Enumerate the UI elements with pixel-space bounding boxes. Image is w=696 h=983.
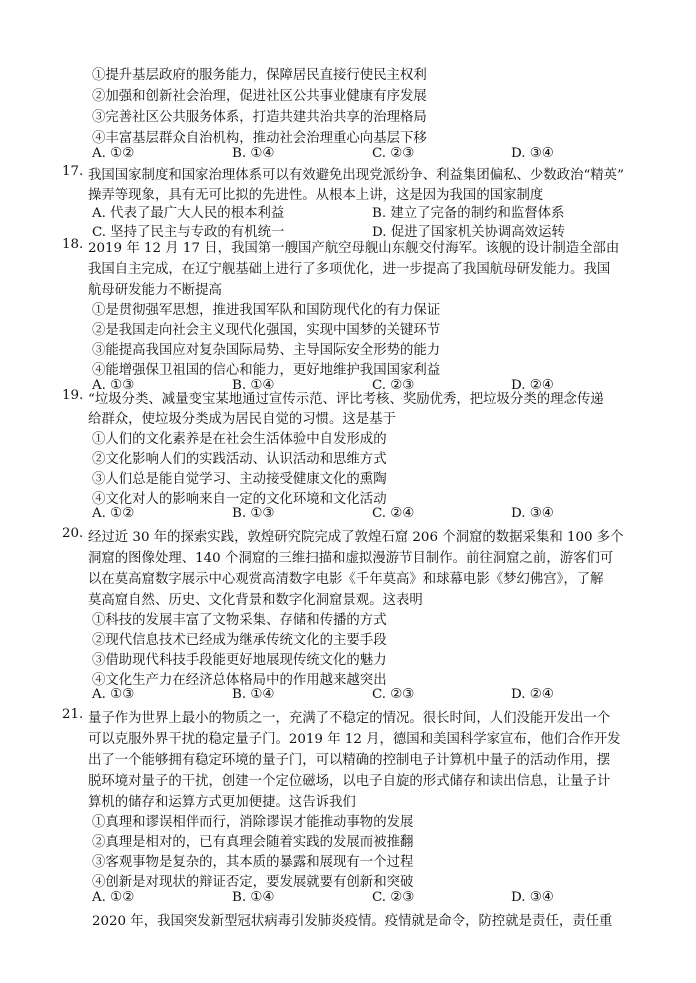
- answer-b: B. ①④: [232, 146, 275, 161]
- stem-line-4: 脱环境对量子的干扰，创建一个定位磁场，以电子自旋的形式储存和读出信息，让量子计: [88, 774, 611, 789]
- option-3: ③人们总是能自觉学习、主动接受健康文化的熏陶: [92, 472, 387, 487]
- option-2: ②文化影响人们的实践活动、认识活动和思维方式: [92, 452, 387, 467]
- question-number: 19.: [62, 388, 84, 403]
- answer-a: A. ①②: [92, 890, 135, 905]
- option-1: ①是贯彻强军思想，推进我国军队和国防现代化的有力保证: [92, 303, 441, 318]
- option-4: ④丰富基层群众自治机构，推动社会治理重心向基层下移: [92, 131, 427, 146]
- stem-line-1: 经过近 30 年的探索实践，敦煌研究院完成了敦煌石窟 206 个洞窟的数据采集和 100 多个: [88, 530, 624, 545]
- answer-c: C. ②③: [372, 146, 415, 161]
- answer-b: B. ①③: [232, 506, 275, 521]
- stem-line-3: 出了一个能够拥有稳定环境的量子门，可以精确的控制电子计算机中量子的活动作用，摆: [88, 753, 611, 768]
- answer-c: C. ②③: [372, 687, 415, 702]
- answer-d: D. ③④: [511, 890, 554, 905]
- answer-c: C. ②③: [372, 378, 415, 393]
- answer-d: D. ③④: [511, 146, 554, 161]
- stem-line-3: 以在莫高窟数字展示中心观赏高清数字电影《千年莫高》和球幕电影《梦幻佛宫》，了解: [88, 572, 604, 587]
- answer-a: A. ①③: [92, 378, 135, 393]
- answer-d: D. 促进了国家机关协调高效运转: [372, 225, 565, 240]
- option-4: ④文化对人的影响来自一定的文化环境和文化活动: [92, 492, 387, 507]
- question-number: 20.: [62, 526, 84, 541]
- answer-d: D. ②④: [511, 378, 554, 393]
- option-3: ③借助现代科技手段能更好地展现传统文化的魅力: [92, 653, 387, 668]
- answer-a: A. ①②: [92, 506, 135, 521]
- answer-b: B. ①④: [232, 378, 275, 393]
- answer-b: B. ①④: [232, 890, 275, 905]
- stem-line-4: 莫高窟自然、历史、文化背景和数字化洞窟景观。这表明: [88, 593, 423, 608]
- answer-a: A. ①③: [92, 687, 135, 702]
- stem-line-5: 算机的储存和运算方式更加便捷。这告诉我们: [88, 795, 356, 810]
- option-2: ②真理是相对的，已有真理会随着实践的发展而被推翻: [92, 835, 414, 850]
- stem-line-2: 洞窟的图像处理、140 个洞窟的三维扫描和虚拟漫游节目制作。前往洞窟之前，游客们可: [88, 551, 614, 566]
- stem-line-1: 量子作为世界上最小的物质之一，充满了不稳定的情况。很长时间，人们没能开发出一个: [88, 711, 611, 726]
- answer-a: A. ①②: [92, 146, 135, 161]
- answer-b: B. ①④: [232, 687, 275, 702]
- option-4: ④能增强保卫祖国的信心和能力，更好地维护我国国家利益: [92, 363, 441, 378]
- stem-line-2: 给群众，使垃圾分类成为居民自觉的习惯。这是基于: [88, 412, 396, 427]
- option-3: ③完善社区公共服务体系，打造共建共治共享的治理格局: [92, 110, 427, 125]
- option-3: ③客观事物是复杂的，其本质的暴露和展现有一个过程: [92, 855, 414, 870]
- answer-a: A. 代表了最广大人民的根本利益: [92, 206, 285, 221]
- question-number: 17.: [62, 164, 84, 179]
- option-2: ②现代信息技术已经成为继承传统文化的主要手段: [92, 633, 387, 648]
- option-4: ④创新是对现状的辩证否定，要发展就要有创新和突破: [92, 875, 414, 890]
- stem-line-1: “垃圾分类、减量变宝某地通过宣传示范、评比考核、奖励优秀，把垃圾分类的理念传递: [88, 392, 604, 407]
- question-number: 21.: [62, 707, 84, 722]
- answer-c: C. ②③: [372, 890, 415, 905]
- stem-line-2: 操弄等现象，具有无可比拟的先进性。从根本上讲，这是因为我国的国家制度: [88, 188, 544, 203]
- answer-b: B. 建立了完备的制约和监督体系: [372, 206, 565, 221]
- option-4: ④文化生产力在经济总体格局中的作用越来越突出: [92, 673, 387, 688]
- option-2: ②加强和创新社会治理，促进社区公共事业健康有序发展: [92, 89, 427, 104]
- option-2: ②是我国走向社会主义现代化强国，实现中国梦的关键环节: [92, 323, 441, 338]
- stem-line-1: 2019 年 12 月 17 日，我国第一艘国产航空母舰山东舰交付海军。该舰的设计制造全部由: [88, 241, 620, 256]
- option-1: ①真理和谬误相伴而行，消除谬误才能推动事物的发展: [92, 815, 414, 830]
- option-1: ①提升基层政府的服务能力，保障居民直接行使民主权利: [92, 68, 427, 83]
- stem-line-1: 我国国家制度和国家治理体系可以有效避免出现党派纷争、利益集团偏私、少数政治“精英”: [88, 168, 624, 183]
- option-3: ③能提高我国应对复杂国际局势、主导国际安全形势的能力: [92, 343, 441, 358]
- answer-d: D. ③④: [511, 506, 554, 521]
- stem-line-2: 我国自主完成，在辽宁舰基础上进行了多项优化，进一步提高了我国航母研发能力。我国: [88, 262, 611, 277]
- stem-line-3: 航母研发能力不断提高: [88, 283, 222, 298]
- answer-c: C. ②④: [372, 506, 415, 521]
- question-number: 18.: [62, 237, 84, 252]
- option-1: ①科技的发展丰富了文物采集、存储和传播的方式: [92, 613, 387, 628]
- answer-d: D. ②④: [511, 687, 554, 702]
- stem-line-2: 可以克服外界干扰的稳定量子门。2019 年 12 月，德国和美国科学家宣布，他们合作开发: [88, 732, 621, 747]
- option-1: ①人们的文化素养是在社会生活体验中自发形成的: [92, 432, 387, 447]
- next-question-intro: 2020 年，我国突发新型冠状病毒引发肺炎疫情。疫情就是命令，防控就是责任，责任重: [92, 914, 613, 929]
- answer-c: C. 坚持了民主与专政的有机统一: [92, 225, 285, 240]
